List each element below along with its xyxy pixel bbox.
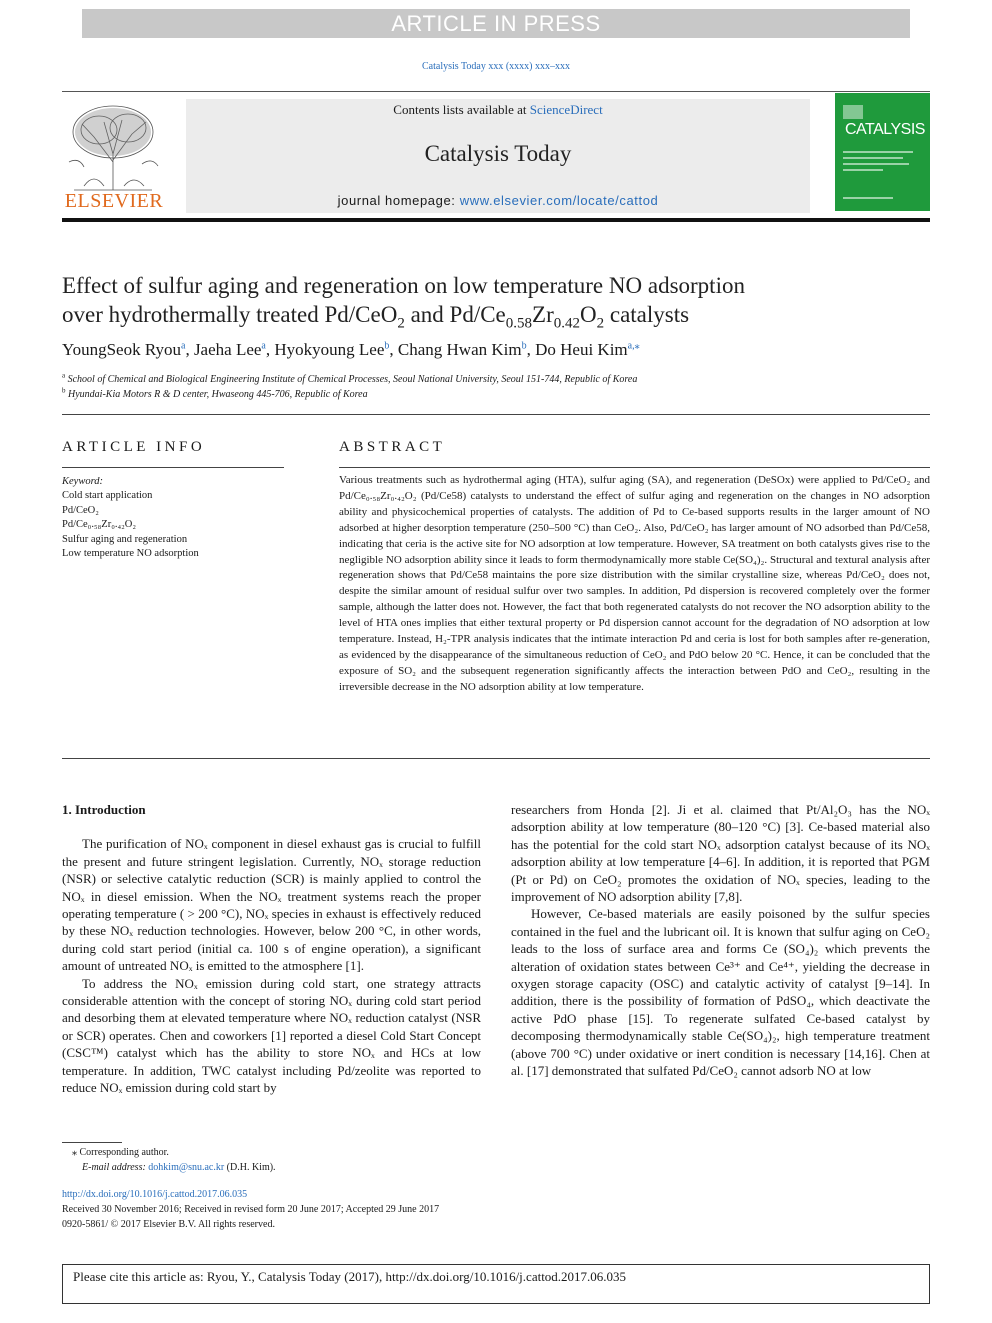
abstract-text: Various treatments such as hydrothermal aging (HTA), sulfur aging (SA), and regeneration (DeSOx) were applied to Pd/CeO₂ and Pd/Ce₀.₅₈Zr₀.₄₂O₂ (Pd/Ce58) catalysts to understand the effect of sulfur aging and regeneration on the changes in NO adsorption ability and physicochemical properties of catalysts. The addition of Pd to Ce-based supports results in the larger amount of NO adsorbed at higher desorption temperature (250–500 °C) than CeO₂. Also, Pd/CeO₂ has larger amount of NO adsorbed than Pd/Ce58, indicating that ceria is the active site for NO adsorption at low temperature. However, SA treatment on both catalysts gives rise to the negligible NO adsorption ability since it leads to form thermodynamically more stable Ce(SO₄)₂. Structural and textural analysis after regeneration shows that Pd/Ce58 maintains the pore size distribution with the similar crystalline size, whereas Pd/CeO₂ does not, despite the similar amount of residual sulfur over two samples. In addition, Pd dispersion is recovered completely over the former sample, although the latter does not. However, the fact that both regenerated catalysts do not recover the NO adsorption ability to the level of HTA ones implies that either textural property or Pd dispersion cannot account for the degradation of NO adsorption at low temperature. Instead, H₂-TPR analysis indicates that the intimate interaction Pd and ceria is lost for both samples after re-generation, as evidenced by the disappearance of the simultaneous reduction of CeO₂ and PdO below 20 °C. Hence, it can be concluded that the exposure of SO₂ and the subsequent regeneration significantly affects the interaction between PdO and CeO₂, resulting in the irreversible decrease in the NO adsorption ability at low temperature. [339, 474, 930, 693]
sciencedirect-link[interactable]: ScienceDirect [529, 102, 603, 117]
homepage-prefix: journal homepage: [337, 193, 460, 208]
keyword-item: Cold start application [62, 490, 153, 502]
author-name[interactable]: Hyokyoung Lee [274, 340, 385, 359]
author-affil-mark[interactable]: a,⁎ [627, 340, 640, 352]
title-line-2: over hydrothermally treated Pd/CeO$_2$ and $Pd/Ce_{0.58}Zr_{0.42}O_2$ catalysts [62, 302, 690, 332]
paragraph: researchers from Honda [2]. Ji et al. claimed that Pt/Al₂O₃ has the NOₓ adsorption ability at low temperature (80–120 °C) [3]. Ce-based material also has the potential for the cold start NOₓ adsorption catalyst because of its NOₓ adsorption ability at low temperature [4–6]. In addition, it is reported that PGM (Pt or Pd) on CeO₂ promotes the oxidation of NOₓ species, leading to the improvement of NO adsorption ability [7,8]. [511, 802, 930, 905]
intro-heading: 1. Introduction [62, 802, 146, 817]
cover-title: CATALYSIS [845, 121, 925, 138]
author-name[interactable]: Chang Hwan Kim [397, 340, 522, 359]
divider [62, 414, 930, 415]
author-list: YoungSeok Ryou$^a$, Jaeha Lee$^a$, Hyokyoung Lee$^b$, Chang Hwan Kim$^b$, Do Heui Kim$^{a,⁎}$ [62, 340, 640, 359]
footnote-rule [62, 1142, 122, 1143]
keywords-block [62, 475, 199, 561]
citation-text: Please cite this article as: Ryou, Y., Catalysis Today (2017), http://dx.doi.org/10.1016/j.cattod.2017.06.035 [73, 1269, 627, 1284]
author-affil-mark[interactable]: a [261, 340, 266, 352]
author-affil-mark[interactable]: a [180, 340, 186, 352]
intro-right-column [511, 801, 930, 1080]
elsevier-wordmark: ELSEVIER [64, 190, 164, 212]
author-name[interactable]: YoungSeok Ryou [62, 340, 181, 359]
paragraph: To address the NOₓ emission during cold start, one strategy attracts considerable attention with the concept of storing NOₓ during cold start period and desorbing them at elevated temperature where NOₓ reduction catalyst (NSR or SCR) operates. Chen and coworkers [1] reported a diesel Cold Start Concept (CSC™) catalyst which has the ability to store NOₓ and HCs at low temperature. In addition, TWC catalyst including Pd/zeolite was reported to reduce NOₓ emission during cold start by [62, 975, 481, 1096]
email-link[interactable]: dohkim@snu.ac.kr [148, 1162, 225, 1173]
contents-prefix: Contents lists available at [393, 102, 530, 117]
journal-cover-image [835, 93, 930, 211]
divider [62, 467, 284, 468]
email-line: E-mail address: dohkim@snu.ac.kr (D.H. Kim). [82, 1162, 276, 1173]
author-name[interactable]: Jaeha Lee [193, 340, 262, 359]
doi-link[interactable]: http://dx.doi.org/10.1016/j.cattod.2017.06.035 [62, 1189, 248, 1200]
header-rule-bottom [62, 218, 930, 222]
paragraph: The purification of NOₓ component in diesel exhaust gas is crucial to fulfill the present and future stringent legislation. Currently, NOₓ storage reduction (NSR) or selective catalytic reduction (SCR) is mainly applied to control the NOₓ in diesel emission. When the NOₓ treatment systems reach the proper operating temperature ( > 200 °C), NOₓ species in exhaust is effectively reduced by these NOₓ reduction technologies. However, below 200 °C, in other words, during cold start period (initial ca. 100 s of engine operation), a significant amount of untreated NOₓ is emitted to the atmosphere [1]. [62, 836, 481, 974]
copyright-line: 0920-5861/ © 2017 Elsevier B.V. All rights reserved. [62, 1219, 275, 1230]
affiliation-a: $^a$ School of Chemical and Biological Engineering Institute of Chemical Processes, Seoul National University, Seoul 151-744, Republic of Korea [62, 371, 638, 385]
journal-reference-link[interactable]: Catalysis Today xxx (xxxx) xxx–xxx [422, 61, 570, 72]
journal-homepage-line [186, 193, 810, 208]
contents-list-line [186, 102, 810, 118]
divider [339, 467, 930, 468]
keyword-item: Pd/CeO₂ [62, 504, 99, 516]
elsevier-tree-logo [64, 102, 162, 192]
journal-name: Catalysis Today [424, 141, 572, 166]
article-title [62, 271, 922, 332]
affiliation-b: $^b$ Hyundai-Kia Motors R & D center, Hwaseong 445-706, Republic of Korea [62, 386, 368, 400]
citation-box [62, 1264, 930, 1304]
author-affil-mark[interactable]: b [384, 340, 390, 352]
keyword-item: Sulfur aging and regeneration [62, 533, 188, 545]
abstract-heading: ABSTRACT [339, 439, 446, 455]
author-name[interactable]: Do Heui Kim [535, 340, 628, 359]
author-affil-mark[interactable]: b [521, 340, 527, 352]
keyword-item: Pd/Ce₀.₅₈Zr₀.₄₂O₂ [62, 519, 137, 531]
keyword-item: Low temperature NO adsorption [62, 548, 199, 560]
intro-left-column [62, 801, 481, 1097]
title-line-1: Effect of sulfur aging and regeneration on low temperature NO adsorption [62, 273, 745, 298]
article-meta [62, 1187, 439, 1232]
received-dates: Received 30 November 2016; Received in revised form 20 June 2017; Accepted 29 June 2017 [62, 1204, 440, 1215]
header-rule-top [62, 91, 930, 92]
corresponding-author-note: ⁎ Corresponding author. [72, 1147, 169, 1158]
keyword-label: Keyword: [62, 476, 104, 487]
divider [62, 758, 930, 759]
article-info-heading: ARTICLE INFO [62, 439, 206, 455]
footnotes [72, 1145, 276, 1175]
article-in-press-banner: ARTICLE IN PRESS [82, 9, 910, 38]
homepage-link[interactable]: www.elsevier.com/locate/cattod [459, 193, 659, 208]
paragraph: However, Ce-based materials are easily poisoned by the sulfur species contained in the fuel and the lubricant oil. It is known that sulfur aging on CeO₂ leads to the loss of surface area and forms Ce (SO₄)₂ which prevents the alteration of oxidation states between Ce³⁺ and Ce⁴⁺, yielding the decrease in oxygen storage capacity (OSC) and catalytic activity of catalyst [9–14]. In addition, there is the possibility of formation of PdSO₄, which deactivate the active PdO phase [15]. To regenerate sulfated Ce-based catalyst by decomposing thermodynamically stable Ce(SO₄)₂, high temperature treatment (above 700 °C) under oxidative or inert condition is necessary [14,16]. Chen at al. [17] demonstrated that sulfated Pd/CeO₂ cannot adsorb NO at low [511, 906, 930, 1079]
